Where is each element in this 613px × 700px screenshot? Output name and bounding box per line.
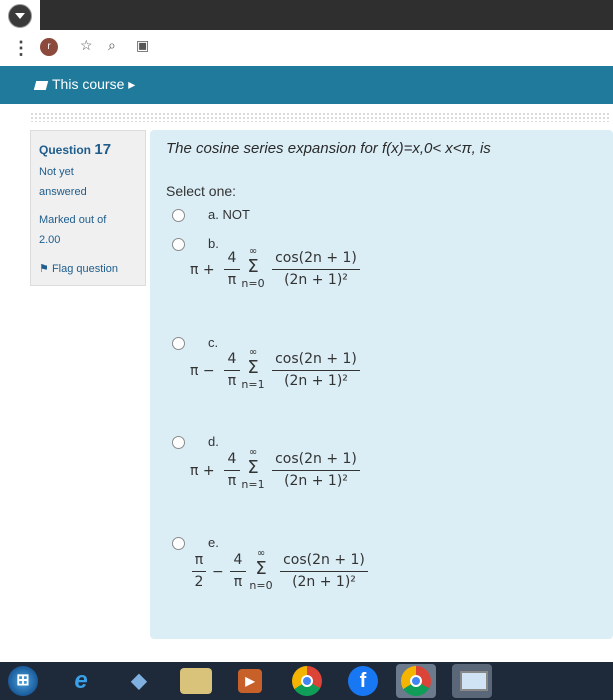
formula-c-coef-den: π	[227, 373, 237, 389]
formula-d-coef-den: π	[227, 473, 237, 489]
formula-d-sigma: Σ	[247, 457, 259, 478]
question-number-value: 17	[94, 141, 112, 158]
extension-icon[interactable]: ▣	[136, 37, 150, 53]
browser-dark-strip	[40, 0, 613, 30]
marked-out-of-value: 2.00	[39, 234, 61, 246]
formula-b-bar	[272, 269, 360, 270]
remote-desktop-icon[interactable]	[452, 664, 492, 698]
formula-b	[190, 246, 390, 300]
question-number	[39, 141, 111, 158]
flag-question-label: Flag question	[51, 263, 118, 275]
formula-e-sigma: Σ	[255, 558, 267, 579]
option-letter-e: e.	[208, 535, 219, 550]
formula-e-lead-num: π	[194, 552, 204, 568]
course-navbar	[0, 66, 613, 104]
formula-b-coef-num: 4	[227, 250, 237, 266]
formula-c-coef-num: 4	[227, 351, 237, 367]
search-icon[interactable]: ⌕	[108, 37, 116, 53]
formula-c-sigma: Σ	[247, 357, 259, 378]
formula-d-sum-top: ∞	[248, 447, 258, 458]
formula-e-lead-den: 2	[194, 574, 204, 590]
windows-taskbar	[0, 662, 613, 700]
star-icon[interactable]: ☆	[80, 37, 93, 53]
formula-d-den: (2n + 1)²	[284, 473, 348, 489]
marked-out-of-label: Marked out of	[39, 214, 107, 226]
radio-option-d[interactable]	[172, 436, 185, 449]
book-icon	[34, 81, 48, 90]
formula-b-coef-bar	[224, 269, 240, 270]
menu-kebab-icon[interactable]: ⋮	[12, 38, 30, 58]
browser-top-bar	[0, 0, 613, 30]
formula-b-sum-top: ∞	[248, 246, 258, 257]
formula-c-sum-top: ∞	[248, 347, 258, 358]
formula-c-den: (2n + 1)²	[284, 373, 348, 389]
formula-e-sum-top: ∞	[256, 548, 266, 559]
facebook-icon[interactable]: f	[348, 666, 378, 696]
formula-b-den: (2n + 1)²	[284, 272, 348, 288]
option-letter-a: a.	[208, 207, 219, 222]
internet-explorer-icon[interactable]: e	[74, 667, 88, 694]
chrome-icon[interactable]	[292, 666, 322, 696]
this-course-menu[interactable]	[35, 76, 135, 93]
chevron-down-icon[interactable]	[8, 4, 32, 28]
option-a-text: NOT	[222, 207, 250, 222]
formula-b-coef-den: π	[227, 272, 237, 288]
formula-e-lead-bar	[192, 571, 206, 572]
formula-d-bar	[272, 470, 360, 471]
formula-b-sigma: Σ	[247, 256, 259, 277]
flag-question-link[interactable]	[39, 262, 118, 275]
chrome-active-icon[interactable]	[396, 664, 436, 698]
formula-c-sum-bot: n=1	[241, 378, 265, 391]
formula-d-num: cos(2n + 1)	[275, 451, 357, 467]
option-letter-c: c.	[208, 335, 219, 350]
windows-logo-icon: ⊞	[16, 672, 30, 689]
status-line-2: answered	[39, 186, 87, 198]
radio-option-e[interactable]	[172, 537, 185, 550]
select-one-label: Select one:	[166, 183, 237, 199]
formula-d-coef-num: 4	[227, 451, 237, 467]
formula-e-coef-num: 4	[233, 552, 243, 568]
radio-option-c[interactable]	[172, 337, 185, 350]
formula-d	[190, 447, 390, 501]
start-button[interactable]	[8, 666, 38, 696]
radio-option-a[interactable]	[172, 209, 185, 222]
formula-e-coef-bar	[230, 571, 246, 572]
formula-b-num: cos(2n + 1)	[275, 250, 357, 266]
formula-c-bar	[272, 370, 360, 371]
dotted-divider	[30, 112, 610, 122]
formula-e-bar	[280, 571, 368, 572]
formula-c	[190, 347, 390, 401]
question-info-panel	[30, 130, 146, 286]
formula-e-sum-bot: n=0	[249, 579, 273, 592]
media-player-icon[interactable]: ▶	[238, 669, 262, 693]
formula-e-coef-den: π	[233, 574, 243, 590]
flag-icon: ⚑	[39, 263, 49, 275]
option-letter-b: b.	[208, 236, 219, 251]
formula-d-coef-bar	[224, 470, 240, 471]
formula-e-den: (2n + 1)²	[292, 574, 356, 590]
formula-b-lead: π +	[190, 262, 215, 278]
formula-e-num: cos(2n + 1)	[283, 552, 365, 568]
file-explorer-icon[interactable]	[180, 668, 212, 694]
option-a	[208, 207, 250, 222]
formula-e-op: −	[212, 564, 224, 580]
question-text: The cosine series expansion for f(x)=x,0< x<π, is	[166, 140, 491, 157]
question-number-prefix: Question	[39, 143, 92, 157]
formula-b-sum-bot: n=0	[241, 277, 265, 290]
radio-option-b[interactable]	[172, 238, 185, 251]
formula-d-lead: π +	[190, 463, 215, 479]
status-line-1: Not yet	[39, 166, 74, 178]
this-course-label: This course ▸	[52, 76, 136, 92]
option-letter-d: d.	[208, 434, 219, 449]
formula-d-sum-bot: n=1	[241, 478, 265, 491]
avatar[interactable]: r	[40, 38, 58, 56]
formula-c-num: cos(2n + 1)	[275, 351, 357, 367]
formula-c-coef-bar	[224, 370, 240, 371]
formula-e	[190, 548, 400, 602]
cube-app-icon[interactable]: ◆	[131, 670, 147, 692]
formula-c-lead: π −	[190, 363, 215, 379]
